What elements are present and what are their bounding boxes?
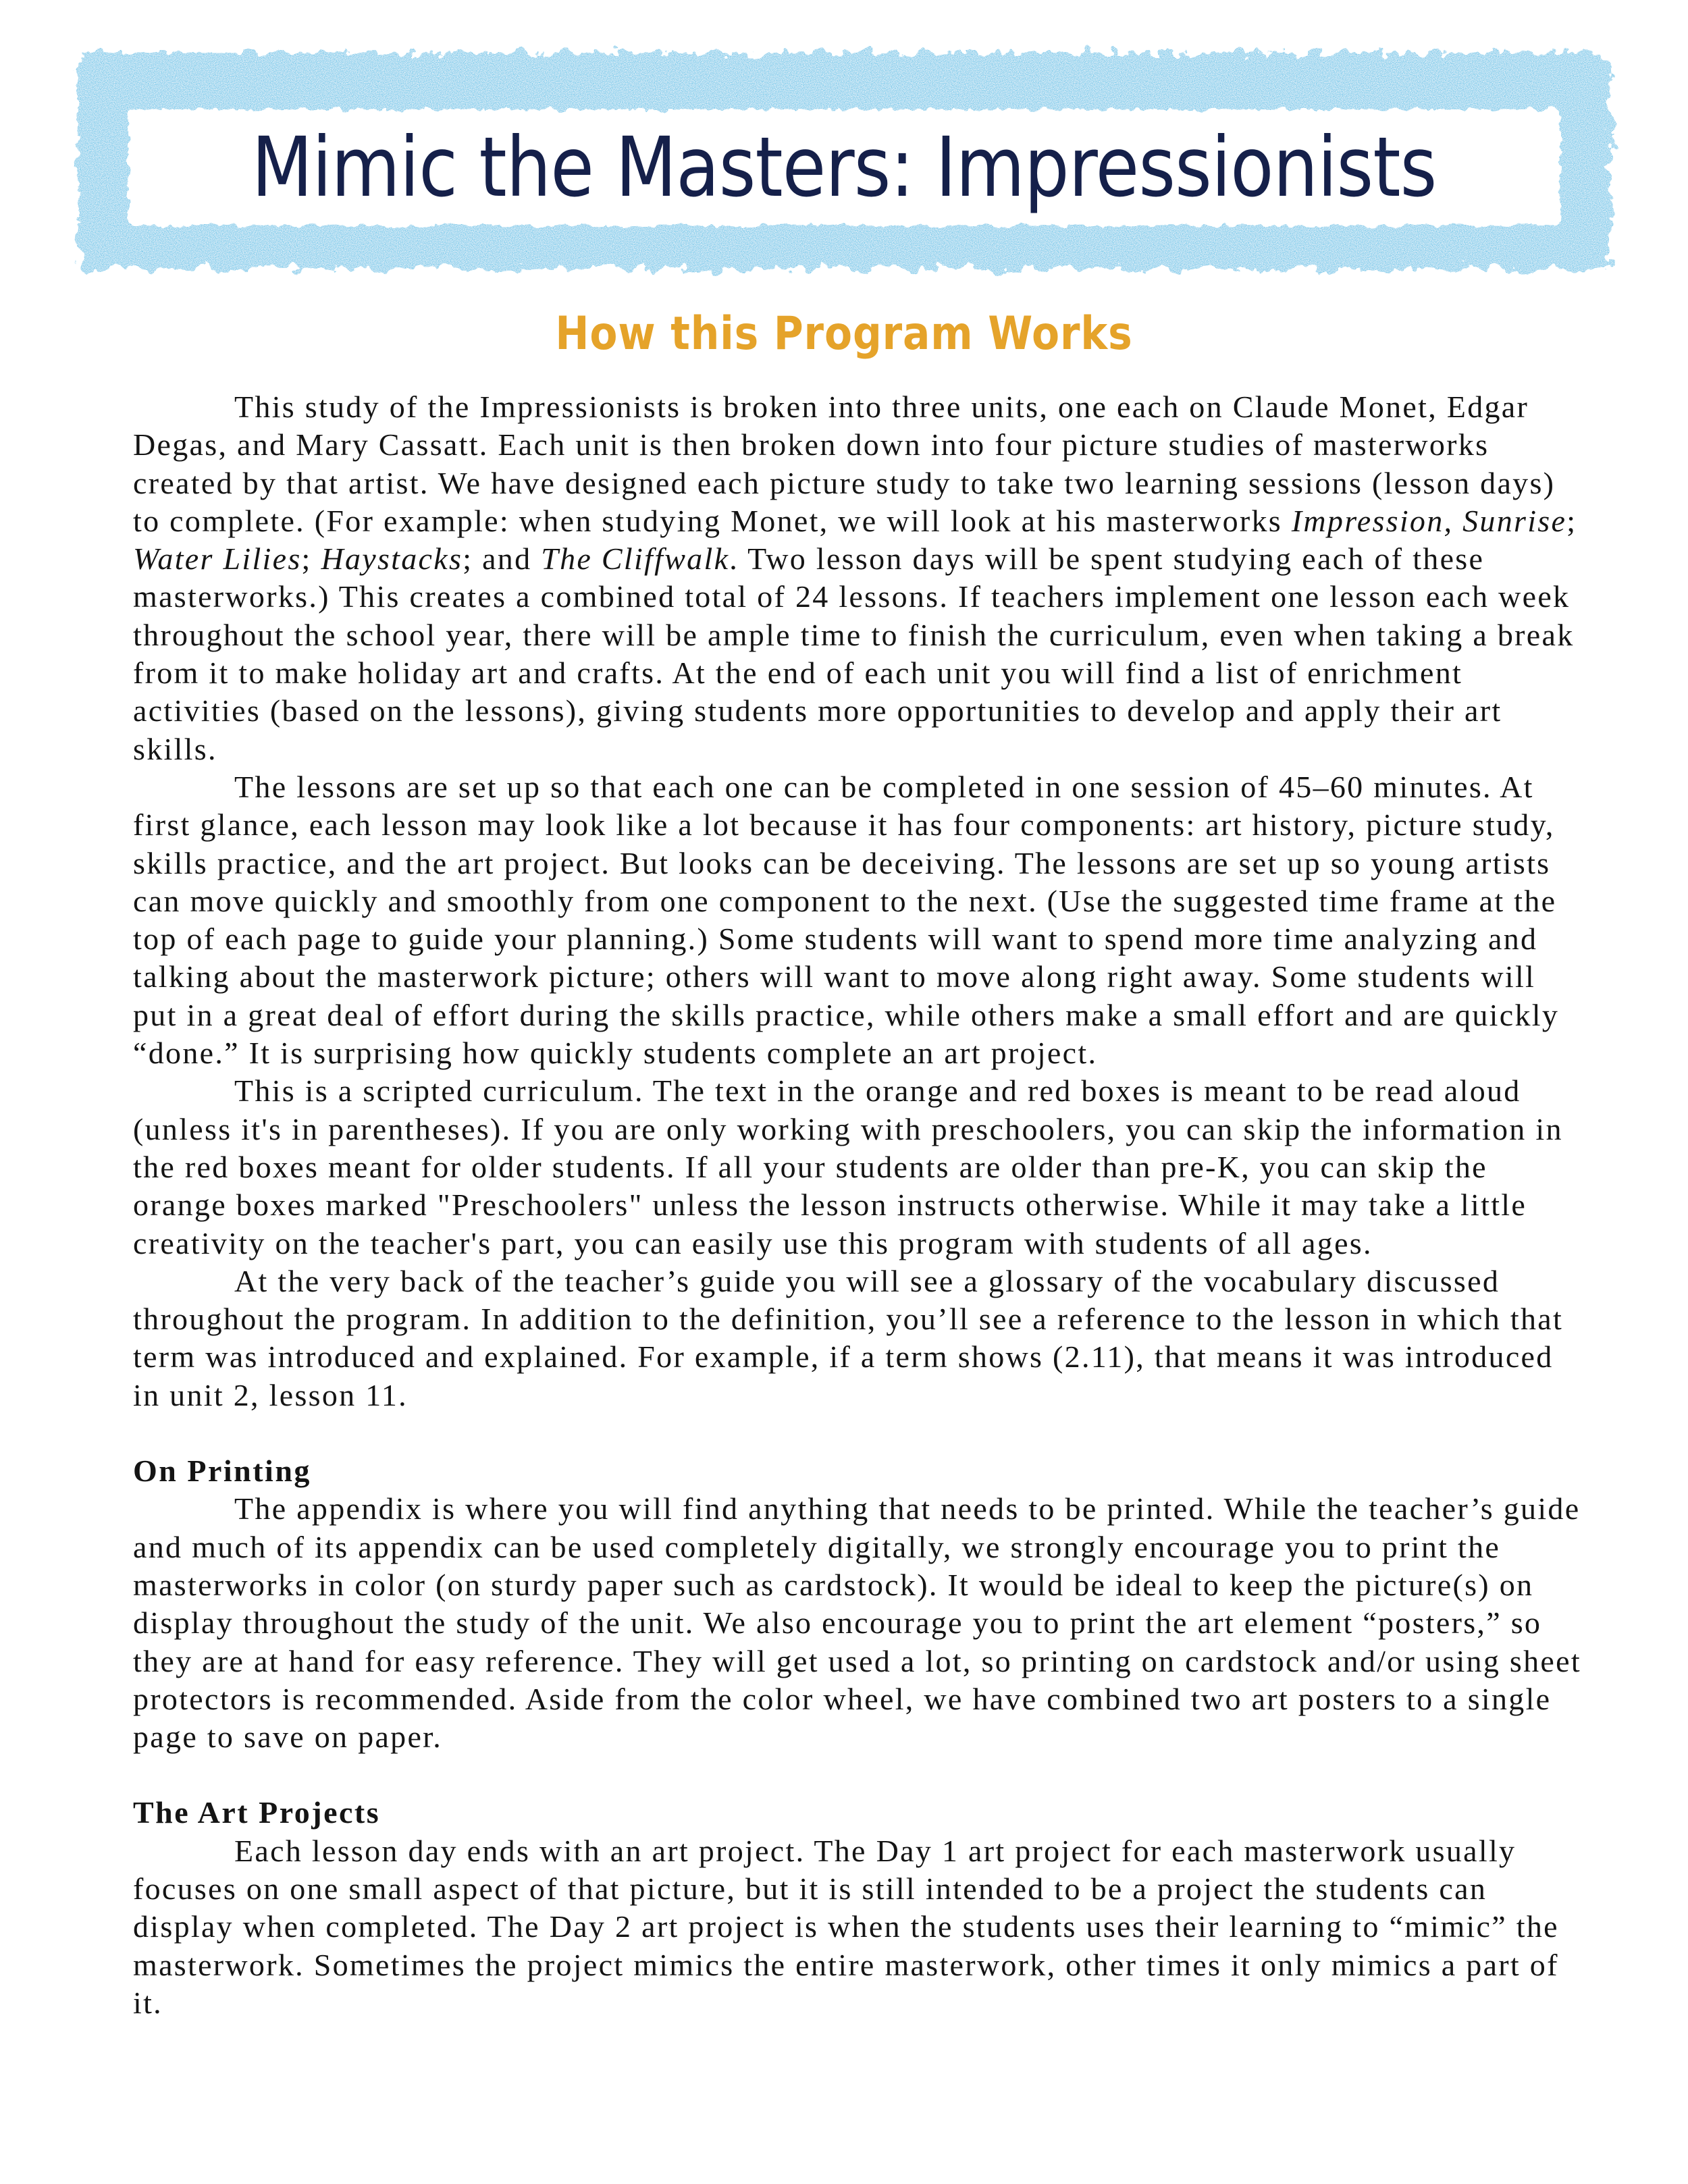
body-text [133,388,1585,2022]
section-gap [133,1756,1585,1794]
heading-art-projects: The Art Projects [133,1795,381,1830]
page-title: Mimic the Masters: Impressionists [251,119,1437,215]
paragraph-printing: The appendix is where you will find anything that needs to be printed. While the teacher’s guide and much of its appendix can be used completely digitally, we strongly encourage you to print the masterworks in color (on sturdy paper such as cardstock). It would be ideal to keep the picture(s) on display throughout the study of the unit. We also encourage you to print the art element “posters,” so they are at hand for easy reference. They will get used a lot, so printing on cardstock and/or using sheet protectors is recommended. Aside from the color wheel, we have combined two art posters to a single page to save on paper. [133,1491,1581,1755]
artwork-title: The Cliffwalk [541,541,730,577]
section-gap [133,1414,1585,1452]
paragraph-lessons: The lessons are set up so that each one can be completed in one session of 45–60 minutes. At first glance, each lesson may look like a lot because it has four components: art history, picture study, skills practice, and the art project. But looks can be deceiving. The lessons are set up so young artists can move quickly and smoothly from one component to the next. (Use the suggested time frame at the top of each page to guide your planning.) Some students will want to spend more time analyzing and talking about the masterwork picture; others will want to move along right away. Some students will put in a great deal of effort during the skills practice, while others make a small effort and are quickly “done.” It is surprising how quickly students complete an art project. [133,769,1560,1071]
heading-on-printing: On Printing [133,1454,311,1489]
artwork-title: Impression, Sunrise [1291,503,1567,538]
artwork-title: Haystacks [321,541,463,577]
artwork-title: Water Lilies [133,541,302,577]
paragraph-art-projects: Each lesson day ends with an art project. The Day 1 art project for each masterwork usually focuses on one small aspect of that picture, but it is still intended to be a project the students can display when completed. The Day 2 art project is when the students uses their learning to “mimic” the masterwork. Sometimes the project mimics the entire masterwork, other times it only mimics a part of it. [133,1833,1559,2020]
paragraph-overview: This study of the Impressionists is broken into three units, one each on Claude Monet, Edgar Degas, and Mary Cassatt. Each unit is then broken down into four picture studies of masterworks created by that artist. We have designed each picture study to take two learning sessions (lesson days) to complete. (For example: when studying Monet, we will look at his masterworks Impression, Sunrise; Water Lilies; Haystacks; and The Cliffwalk. Two lesson days will be spent studying each of these masterworks.) This creates a combined total of 24 lessons. If teachers implement one lesson each week throughout the school year, there will be ample time to finish the curriculum, even when taking a break from it to make holiday art and crafts. At the end of each unit you will find a list of enrichment activities (based on the lessons), giving students more opportunities to develop and apply their art skills. [133,390,1577,766]
section-subtitle: How this Program Works [555,307,1133,361]
paragraph-glossary: At the very back of the teacher’s guide you will see a glossary of the vocabulary discussed throughout the program. In addition to the definition, you’ll see a reference to the lesson in which that term was introduced and explained. For example, if a term shows (2.11), that means it was introduced in unit 2, lesson 11. [133,1263,1564,1412]
paragraph-scripted: This is a scripted curriculum. The text in the orange and red boxes is meant to be read aloud (unless it's in parentheses). If you are only working with preschoolers, you can skip the information in the red boxes meant for older students. If all your students are older than pre-K, you can skip the orange boxes marked "Preschoolers" unless the lesson instructs otherwise. While it may take a little creativity on the teacher's part, you can easily use this program with students of all ages. [133,1073,1563,1260]
